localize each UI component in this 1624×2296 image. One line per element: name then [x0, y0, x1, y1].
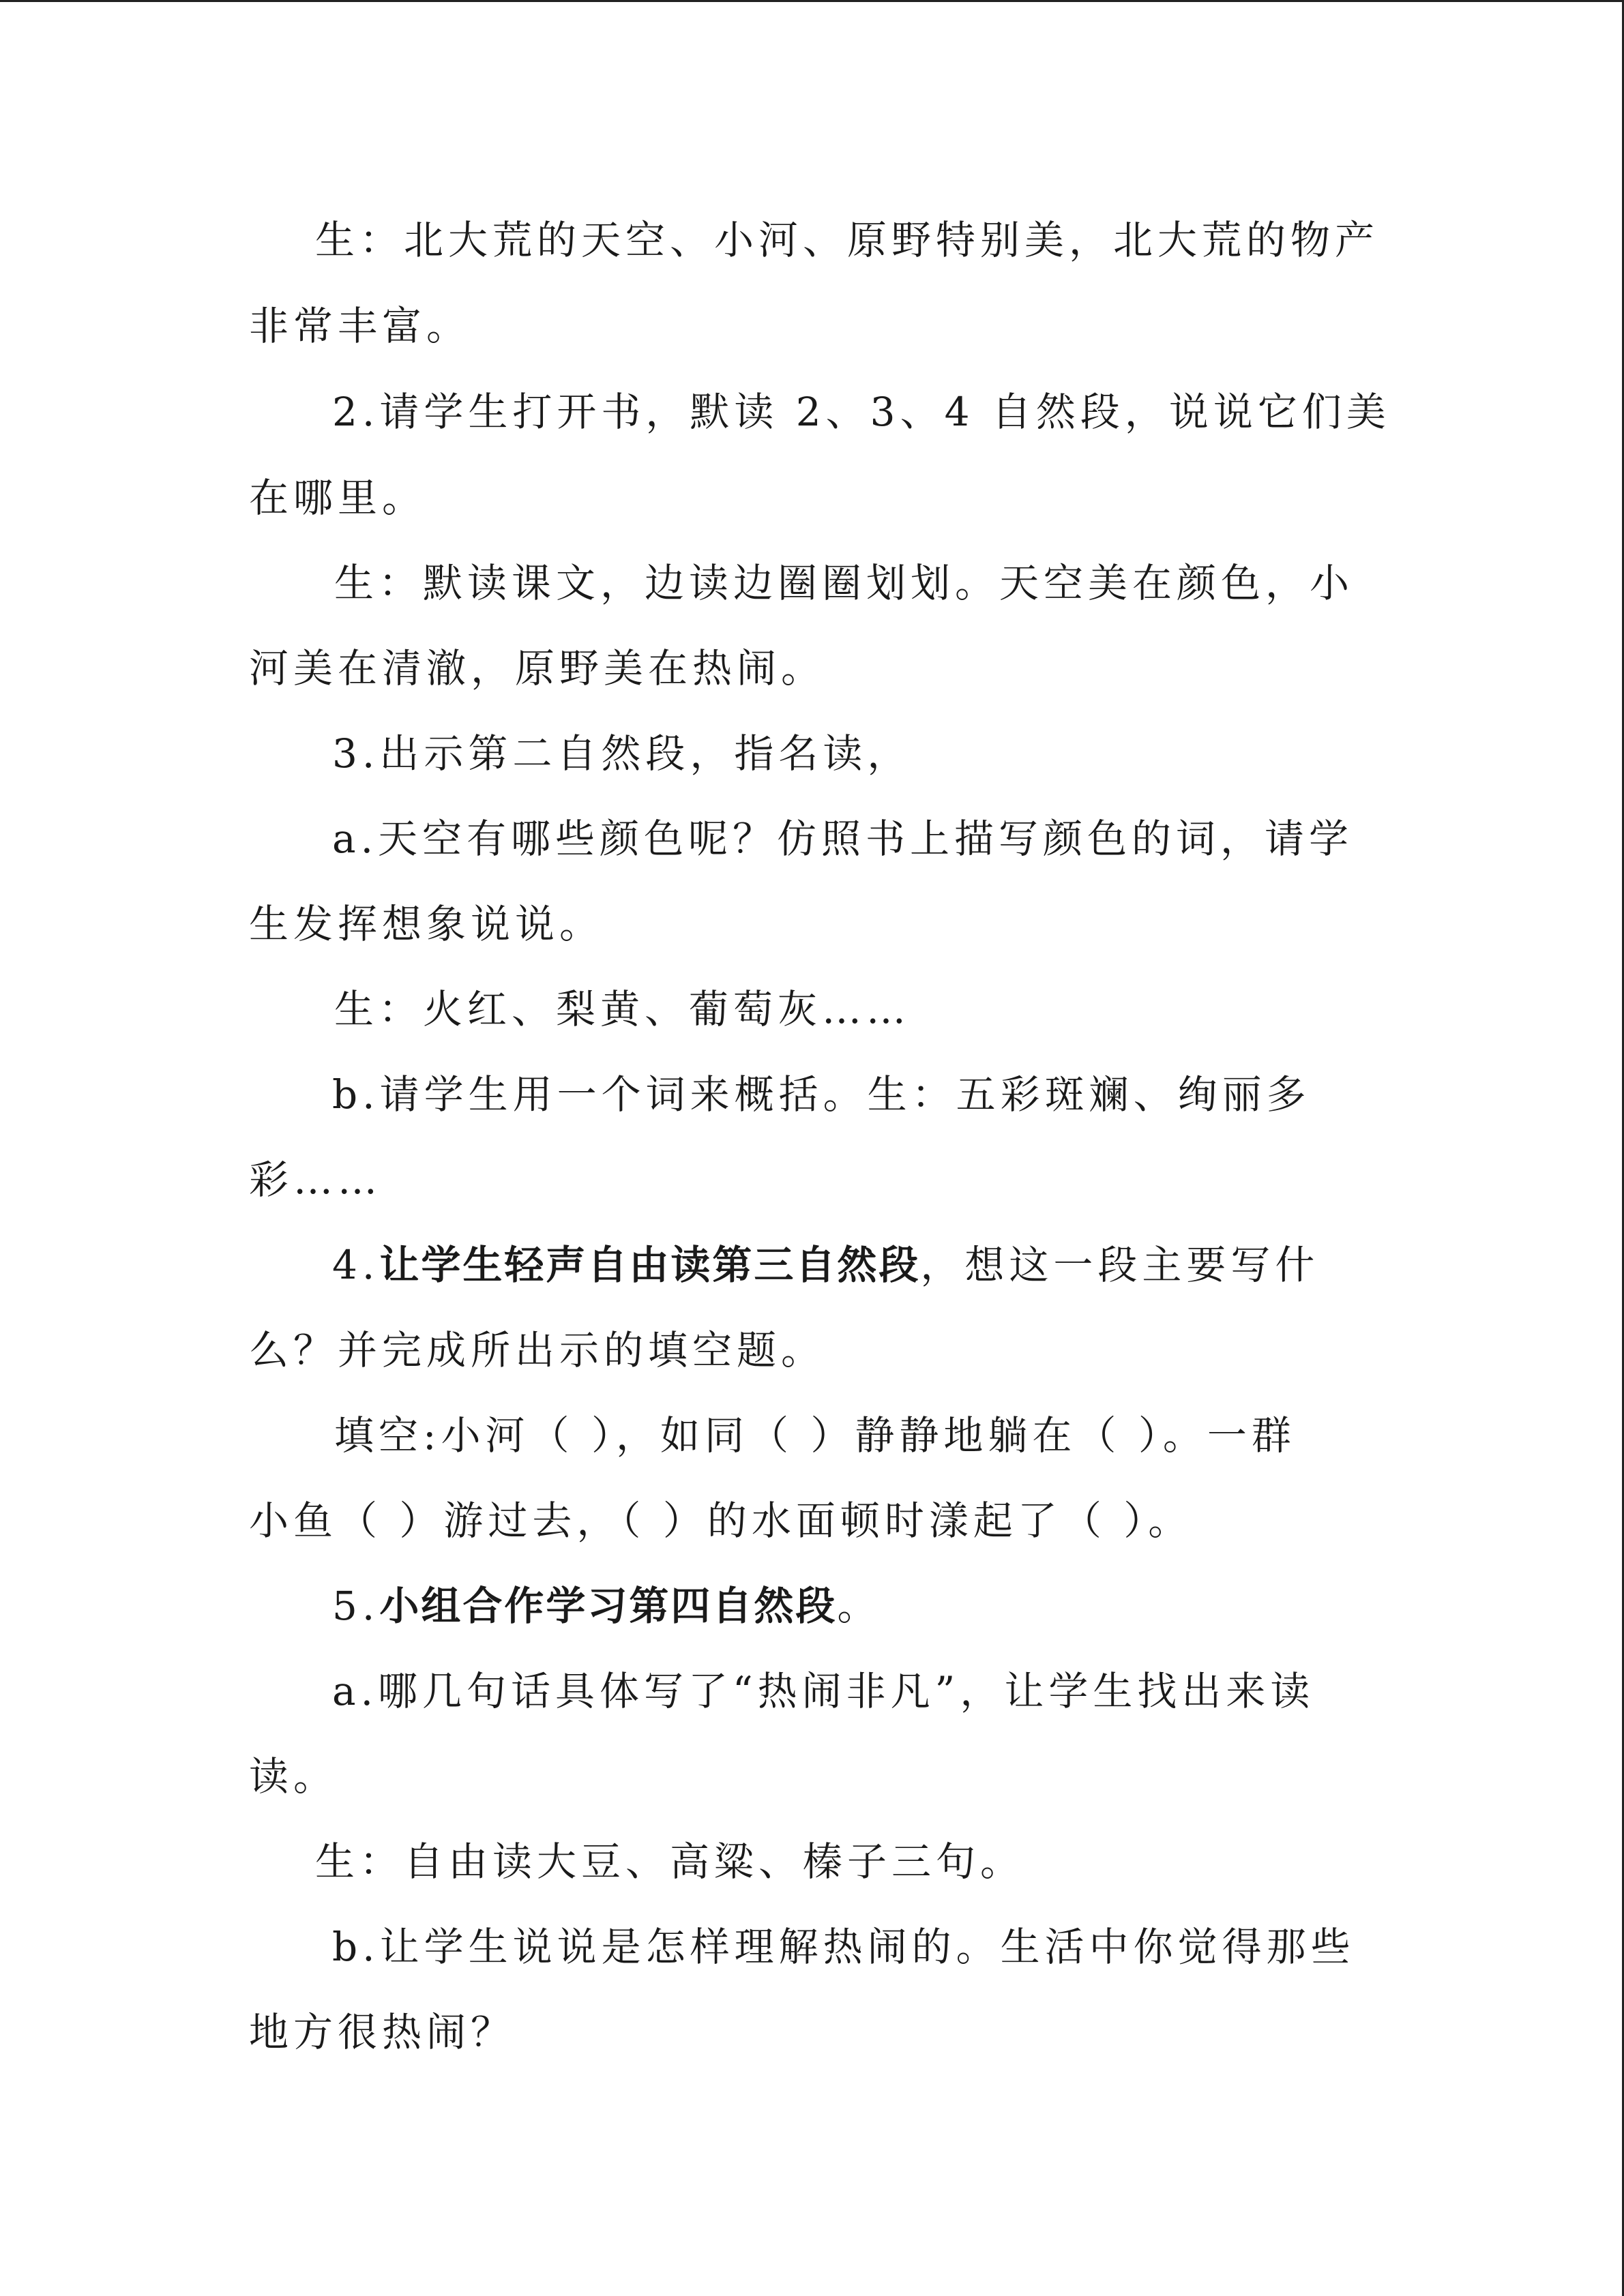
- paragraph-line: 读。: [249, 1753, 338, 1800]
- paragraph-line: 生：火红、梨黄、葡萄灰……: [334, 986, 911, 1032]
- paragraph-line: [332, 1238, 1319, 1292]
- paragraph-line: 生：北大荒的天空、小河、原野特别美，北大荒的物产: [315, 217, 1380, 263]
- fill-blank-line: 填空:小河（ ），如同（ ）静静地躺在（ ）。一群: [334, 1412, 1296, 1459]
- line-rest: 。: [837, 1583, 882, 1629]
- paragraph-line: 3.出示第二自然段，指名读，: [332, 730, 912, 777]
- item-number: 4.: [332, 1242, 380, 1288]
- paragraph-line: 河美在清澈，原野美在热闹。: [249, 645, 826, 691]
- paragraph-line: 生：自由读大豆、高粱、榛子三句。: [315, 1838, 1025, 1885]
- paragraph-line: 非常丰富。: [249, 303, 471, 349]
- paragraph-line: 生发挥想象说说。: [249, 901, 604, 947]
- paragraph-line: b.请学生用一个词来概括。生：五彩斑斓、绚丽多: [332, 1071, 1311, 1118]
- paragraph-line: 在哪里。: [249, 475, 427, 521]
- paragraph-line: 生：默读课文，边读边圈圈划划。天空美在颜色，小: [334, 560, 1355, 606]
- paragraph-line: 彩……: [249, 1157, 383, 1203]
- paragraph-line: a.天空有哪些颜色呢？仿照书上描写颜色的词，请学: [332, 816, 1354, 862]
- paragraph-line: 地方很热闹？: [249, 2009, 516, 2055]
- bold-instruction: 小组合作学习第四自然段: [379, 1583, 838, 1629]
- paragraph-line: 么？并完成所出示的填空题。: [249, 1327, 826, 1373]
- paragraph-line: a.哪几句话具体写了“热闹非凡”，让学生找出来读: [332, 1668, 1315, 1714]
- paragraph-line: 2.请学生打开书，默读 2、3、4 自然段，说说它们美: [332, 389, 1391, 435]
- fill-blank-line: 小鱼（ ）游过去，（ ）的水面顿时漾起了（ ）。: [249, 1497, 1193, 1544]
- bold-instruction: 让学生轻声自由读第三自然段: [379, 1242, 921, 1288]
- item-number: 5.: [332, 1583, 380, 1629]
- paragraph-line: b.让学生说说是怎样理解热闹的。生活中你觉得那些: [332, 1924, 1355, 1970]
- page-border-top: [0, 0, 1624, 2]
- line-rest: ，想这一段主要写什: [920, 1242, 1320, 1288]
- paragraph-line: [332, 1579, 881, 1633]
